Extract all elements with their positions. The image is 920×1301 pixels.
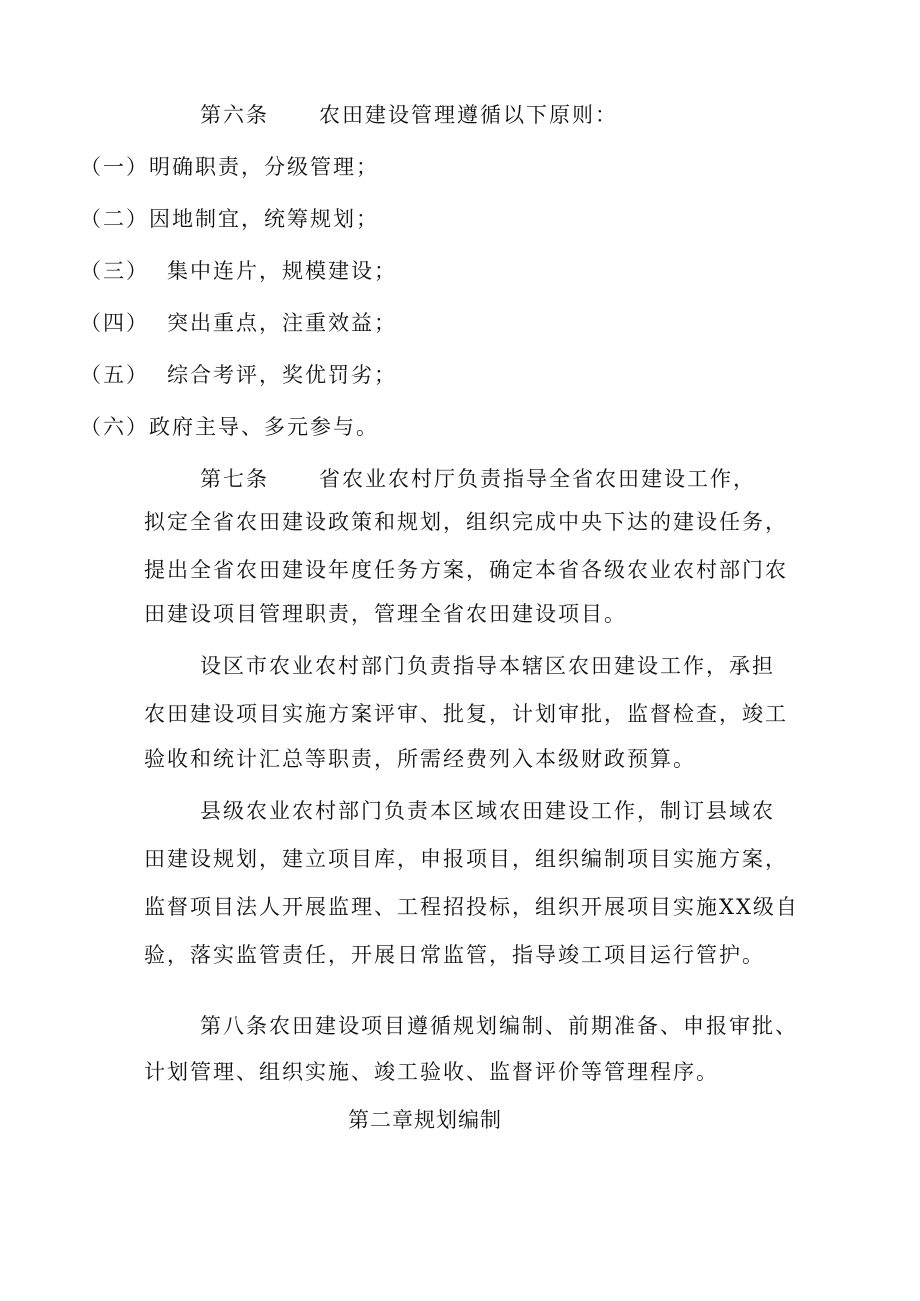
article7-heading-line [200,465,756,493]
article6-item-3 [80,257,397,285]
article7-para3-line-3: 监督项目法人开展监理、工程招投标，组织开展项目实施XX级自 [144,895,799,919]
article7-heading: 第七条 [200,467,269,491]
item-text: 明确职责，分级管理； [149,155,379,179]
article6-intro: 农田建设管理遵循以下原则： [319,103,618,127]
article6-item-6 [80,413,379,441]
chapter2-title: 第二章规划编制 [348,1108,502,1132]
article6-heading-line [200,101,618,129]
article7-para2-line-1: 设区市农业农村部门负责指导本辖区农田建设工作，承担 [200,654,775,678]
article7-line-1: 省农业农村厅负责指导全省农田建设工作， [319,467,756,491]
article6-item-5 [80,361,397,389]
article7-para2-line-2: 农田建设项目实施方案评审、批复，计划审批，监督检查，竣工 [144,702,788,726]
item-number: （二） [80,207,149,231]
item-number: （四） [80,311,149,335]
article8-line-2: 计划管理、组织实施、竣工验收、监督评价等管理程序。 [144,1060,719,1084]
article7-para3-line-4: 验，落实监管责任，开展日常监管，指导竣工项目运行管护。 [144,943,765,967]
item-text: 突出重点，注重效益； [167,311,397,335]
item-number: （一） [80,155,149,179]
article6-item-1 [80,153,379,181]
article6-item-2 [80,205,379,233]
article7-para3-line-1: 县级农业农村部门负责本区域农田建设工作，制订县域农 [200,799,775,823]
article7-para2-line-3: 验收和统计汇总等职责，所需经费列入本级财政预算。 [144,747,696,771]
item-text: 综合考评，奖优罚劣； [167,363,397,387]
article7-line-4: 田建设项目管理职责，管理全省农田建设项目。 [144,602,627,626]
item-number: （六） [80,415,149,439]
article6-item-4 [80,309,397,337]
article6-heading: 第六条 [200,103,269,127]
item-text: 政府主导、多元参与。 [149,415,379,439]
item-number: （五） [80,363,149,387]
item-text: 集中连片，规模建设； [167,259,397,283]
item-number: （三） [80,259,149,283]
article7-para3-line-2: 田建设规划，建立项目库，申报项目，组织编制项目实施方案， [144,847,788,871]
item-text: 因地制宜，统筹规划； [149,207,379,231]
article7-line-2: 拟定全省农田建设政策和规划，组织完成中央下达的建设任务， [144,510,788,534]
article7-line-3: 提出全省农田建设年度任务方案，确定本省各级农业农村部门农 [144,558,788,582]
article8-line-1: 第八条农田建设项目遵循规划编制、前期准备、申报审批、 [200,1014,798,1038]
